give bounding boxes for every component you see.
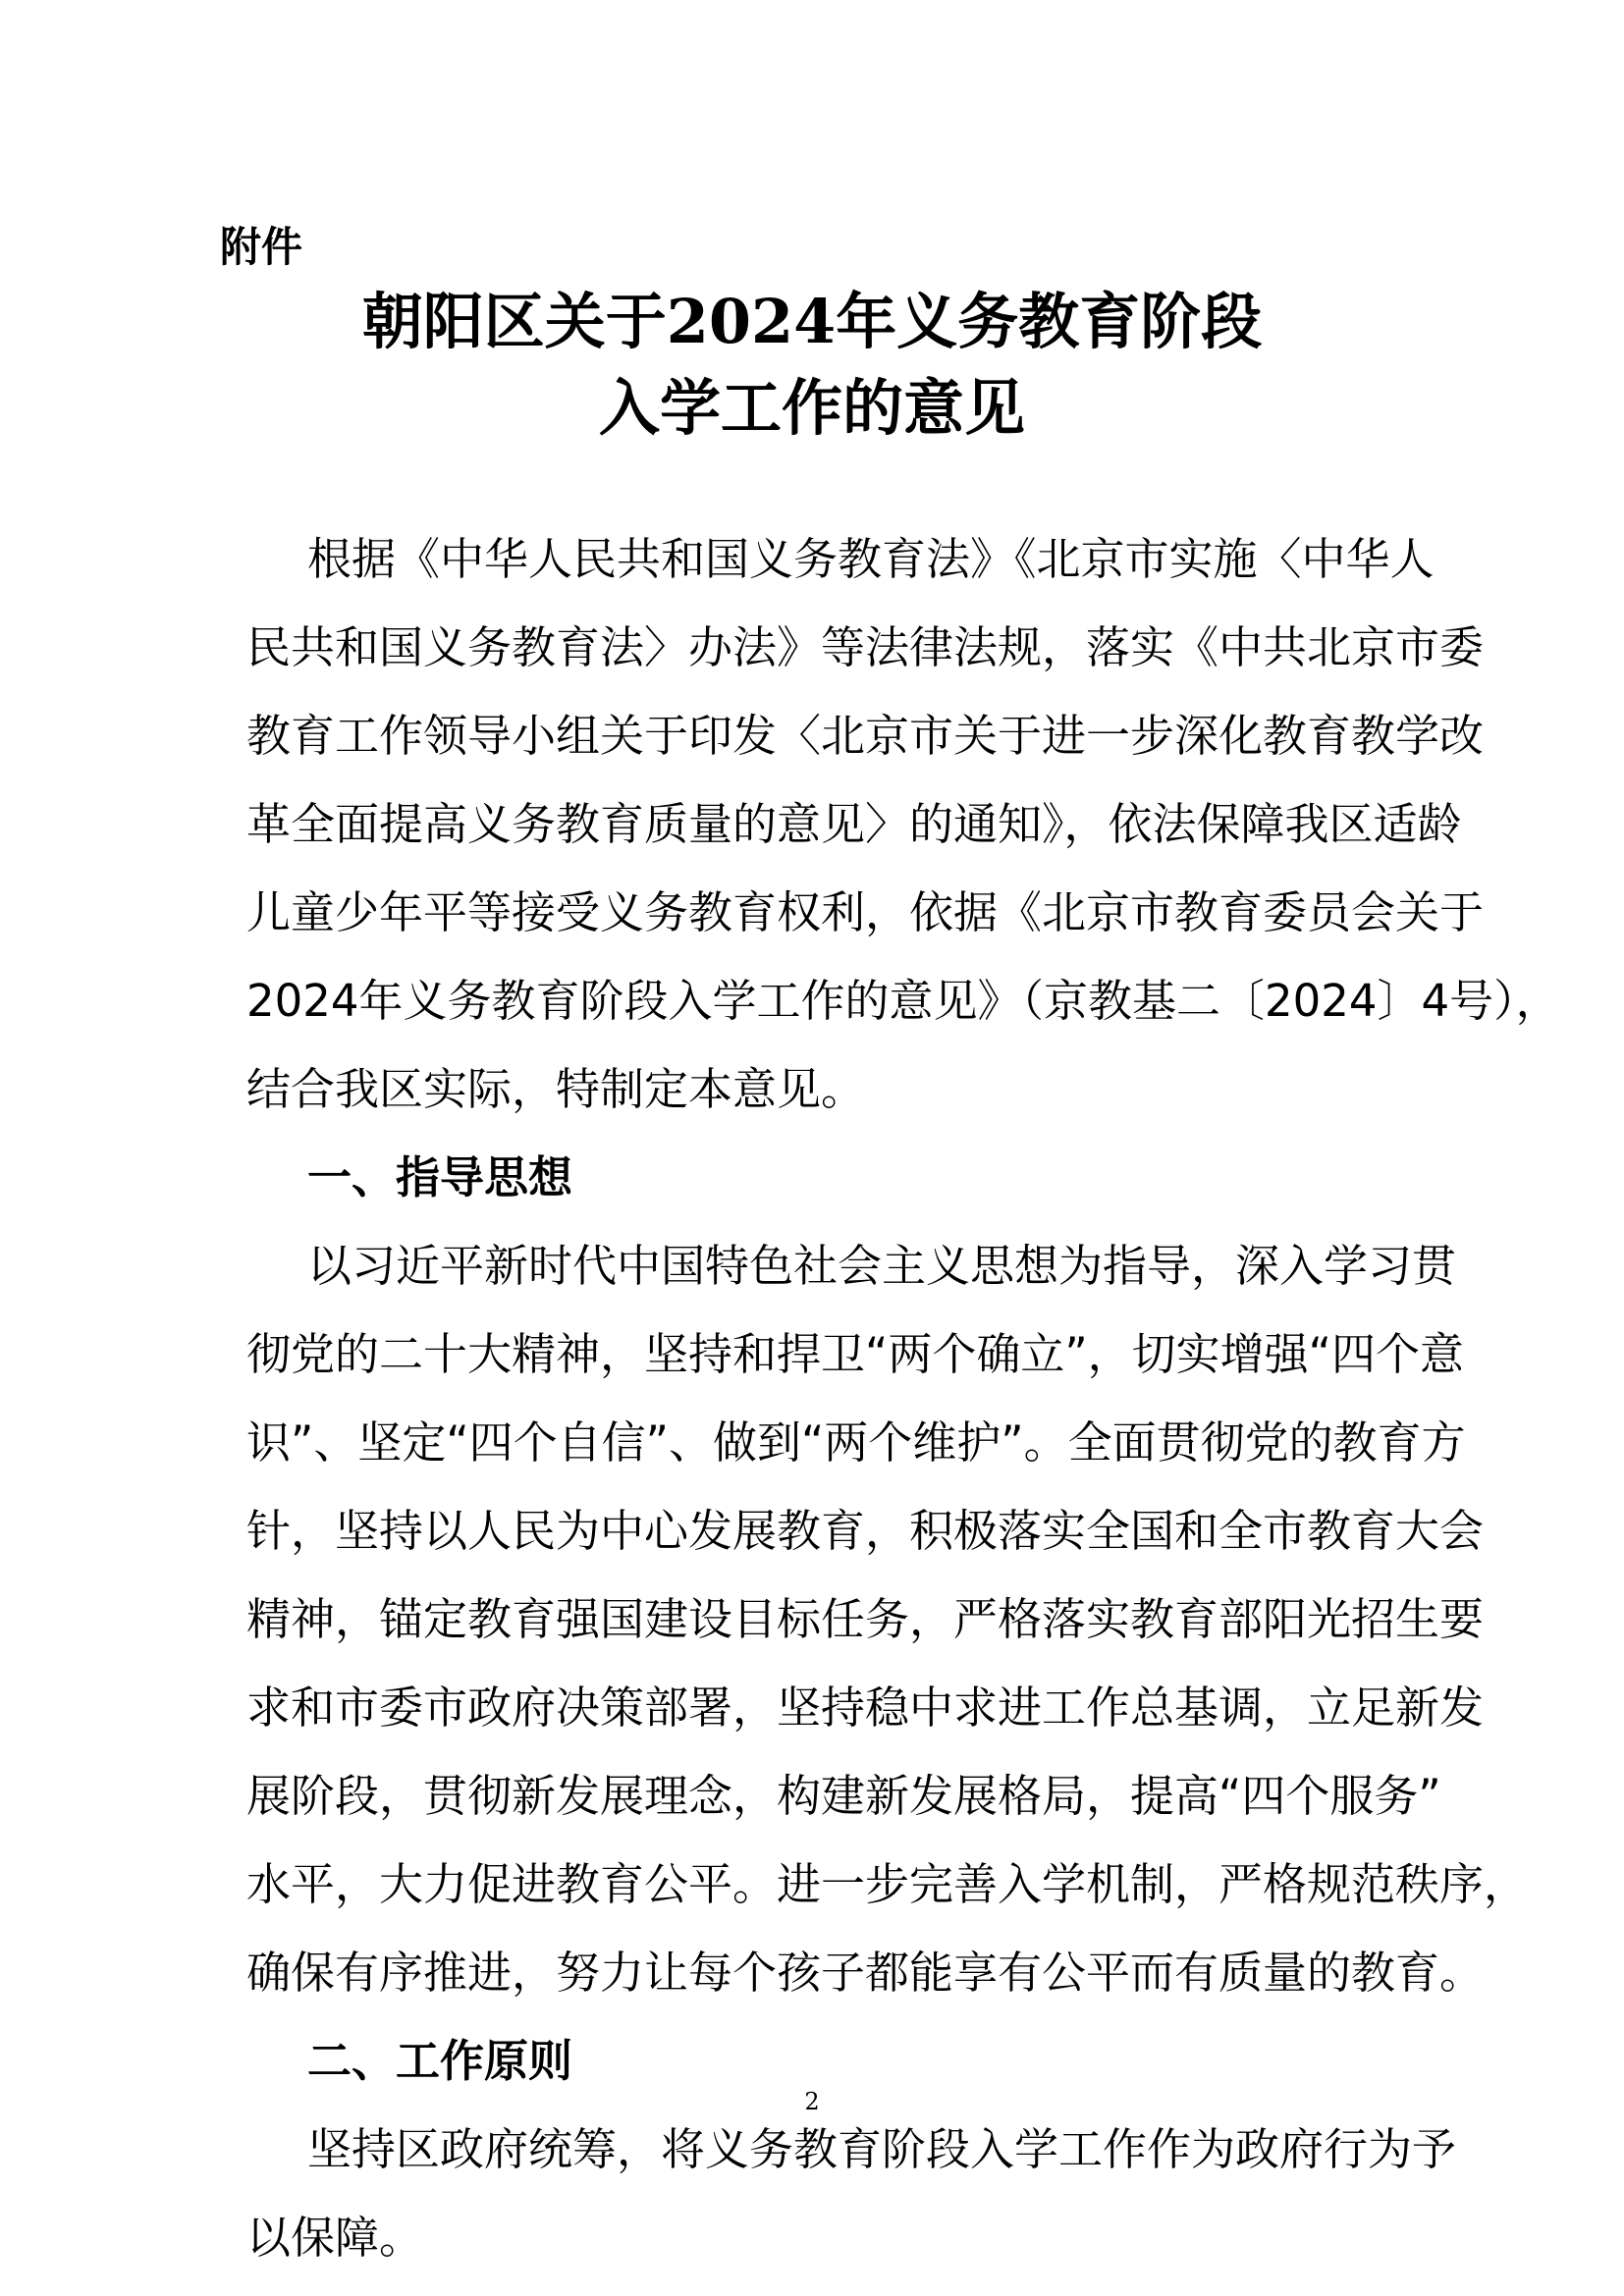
page-number: 2	[804, 2088, 820, 2115]
section-heading-guiding-ideology: 一、指导思想	[307, 1151, 573, 1203]
section1-line: 确保有序推进，努力让每个孩子都能享有公平而有质量的教育。	[246, 1947, 1485, 1999]
section1-line: 彻党的二十大精神，坚持和捍卫“两个确立”，切实增强“四个意	[246, 1328, 1464, 1380]
intro-line: 民共和国义务教育法〉办法》等法律法规，落实《中共北京市委	[246, 621, 1485, 673]
document-title-line-1: 朝阳区关于2024年义务教育阶段	[361, 286, 1263, 357]
section1-line: 识”、坚定“四个自信”、做到“两个维护”。全面贯彻党的教育方	[246, 1416, 1466, 1468]
attachment-label: 附件	[220, 223, 303, 271]
section1-line: 针，坚持以人民为中心发展教育，积极落实全国和全市教育大会	[246, 1505, 1485, 1557]
section1-line: 水平，大力促进教育公平。进一步完善入学机制，严格规范秩序，	[246, 1858, 1529, 1910]
intro-line: 2024年义务教育阶段入学工作的意见》（京教基二〔2024〕4号），	[246, 975, 1560, 1027]
section1-line: 展阶段，贯彻新发展理念，构建新发展格局，提高“四个服务”	[246, 1770, 1441, 1822]
intro-line: 教育工作领导小组关于印发〈北京市关于进一步深化教育教学改	[246, 710, 1485, 762]
section1-line: 求和市委市政府决策部署，坚持稳中求进工作总基调，立足新发	[246, 1682, 1485, 1734]
intro-line: 儿童少年平等接受义务教育权利，依据《北京市教育委员会关于	[246, 886, 1485, 938]
intro-line: 革全面提高义务教育质量的意见〉的通知》，依法保障我区适龄	[246, 798, 1462, 850]
document-title-line-2: 入学工作的意见	[598, 372, 1025, 444]
section2-line: 以保障。	[246, 2212, 424, 2264]
intro-line: 结合我区实际，特制定本意见。	[246, 1063, 866, 1115]
section1-line: 以习近平新时代中国特色社会主义思想为指导，深入学习贯	[307, 1240, 1457, 1292]
section1-line: 精神，锚定教育强国建设目标任务，严格落实教育部阳光招生要	[246, 1593, 1485, 1645]
section-heading-working-principles: 二、工作原则	[307, 2035, 573, 2087]
intro-line: 根据《中华人民共和国义务教育法》《北京市实施〈中华人	[307, 533, 1435, 585]
section2-line: 坚持区政府统筹，将义务教育阶段入学工作作为政府行为予	[307, 2123, 1457, 2175]
